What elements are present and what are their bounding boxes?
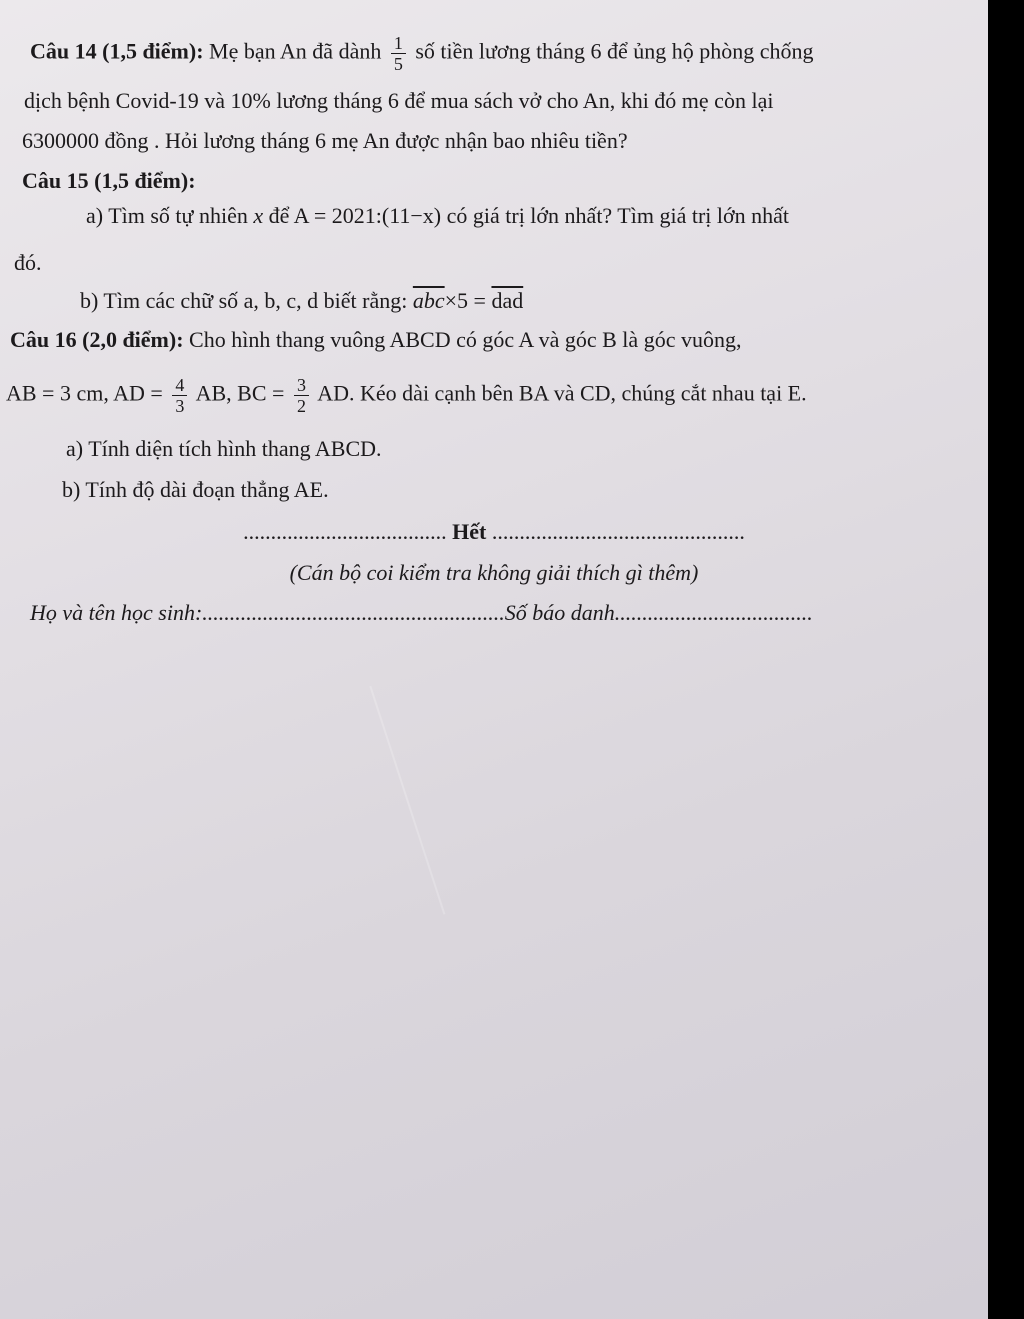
q16-text-2b: AB, BC = [195,380,285,406]
q16-fraction-2 [294,375,309,416]
q15-a-var: x [253,203,264,228]
end-dots-right: .............................................. [491,519,745,544]
q14-line-3: 6300000 đồng . Hỏi lương tháng 6 mẹ An được nhận bao nhiêu tiền? [22,128,628,153]
end-dots-left: ..................................... [243,519,447,544]
q16-f1-num: 4 [172,375,187,396]
student-info [30,600,813,626]
q15-a-text-3: có giá trị lớn nhất? Tìm giá trị lớn nhất [446,203,790,228]
name-label: Họ và tên học sinh: [30,600,203,625]
proctor-note: (Cán bộ coi kiểm tra không giải thích gì thêm) [289,560,699,585]
q15-part-b [80,288,523,314]
q15-b-abc: $\overline{abc}$ [412,288,445,313]
q16-part-a: a) Tính diện tích hình thang ABCD. [66,436,382,461]
q14-fraction-num: 1 [391,33,406,54]
sbd-dots: .................................... [614,600,813,625]
q16-f2-num: 3 [294,375,309,396]
q14-text-1b: số tiền lương tháng 6 để ủng hộ phòng chống [415,38,814,64]
end-het: Hết [452,519,487,544]
q15-a-text-2: để [268,203,290,228]
q16-fraction-1 [172,375,187,416]
name-dots: ....................................................... [202,600,505,625]
end-marker [0,519,988,545]
black-edge-strip [988,0,1024,1319]
q14-title: Câu 14 (1,5 điểm): [30,38,204,64]
q16-f1-den: 3 [175,396,185,416]
q16-text-2a: AB = 3 cm, AD = [6,380,163,406]
q15-a-text-1: a) Tìm số tự nhiên [86,203,248,228]
q14-fraction-den: 5 [393,54,403,74]
q16-line-2 [6,375,807,416]
q16-text-1: Cho hình thang vuông ABCD có góc A và góc B là góc vuông, [189,327,742,352]
q15-a-expr: A = 2021:(11−x) [293,203,442,228]
q15-title [22,168,196,194]
q14-line-2: dịch bệnh Covid-19 và 10% lương tháng 6 để mua sách vở cho An, khi đó mẹ còn lại [24,88,774,113]
q14-text-1a: Mẹ bạn An đã dành [209,38,382,64]
q15-a-cont: đó. [14,250,42,275]
paper-crease [369,605,692,914]
q15-b-mid: ×5 = [444,288,486,313]
q16-text-2c: AD. Kéo dài cạnh bên BA và CD, chúng cắt nhau tại E. [317,380,807,406]
q16-part-b: b) Tính độ dài đoạn thẳng AE. [62,477,329,502]
q16-line-1 [10,327,741,353]
q14-fraction [391,33,406,74]
q16-title: Câu 16 (2,0 điểm): [10,327,184,352]
q15-b-text: b) Tìm các chữ số a, b, c, d biết rằng: [80,288,408,313]
sbd-label: Số báo danh [504,600,615,625]
q15-part-a [86,203,789,229]
q14-line-1 [30,33,813,74]
q15-title-text: Câu 15 (1,5 điểm): [22,168,196,193]
q15-b-dad: $\overline{dad}$ [491,288,524,313]
q16-f2-den: 2 [296,396,306,416]
